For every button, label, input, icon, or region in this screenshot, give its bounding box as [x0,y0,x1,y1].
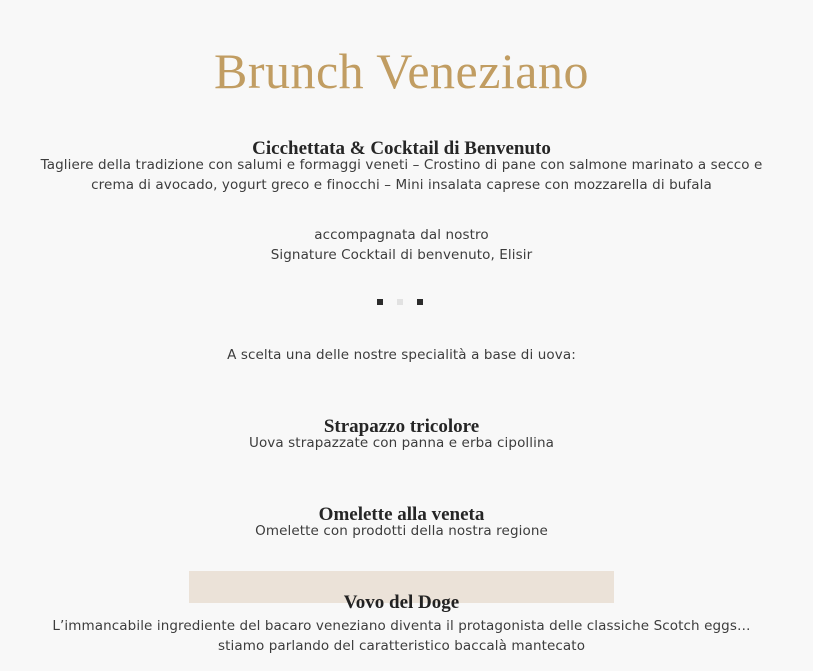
separator-dot [397,299,403,305]
separator-dots [0,299,799,305]
vovo-description-line-1: L’immancabile ingrediente del bacaro veneziano diventa il protagonista delle classiche Scotch eggs… [52,618,751,634]
highlighted-item-box [189,571,614,613]
welcome-description [10,155,793,195]
welcome-description-line-2: crema di avocado, yogurt greco e finocchi – Mini insalata caprese con mozzarella di bufala [91,177,712,193]
separator-dot [377,299,383,305]
welcome-accompaniment [0,225,803,265]
accompaniment-line-2: Signature Cocktail di benvenuto, Elisir [270,247,533,263]
item-description-vovo [10,616,793,656]
welcome-heading: Cicchettata & Cocktail di Benvenuto [252,137,551,159]
welcome-description-line-1: Tagliere della tradizione con salumi e formaggi veneti – Crostino di pane con salmone marinato a secco e [40,157,763,173]
item-description-omelette: Omelette con prodotti della nostra regione [255,523,548,539]
accompaniment-line-1: accompagnata dal nostro [314,227,489,243]
egg-specialties-intro: A scelta una delle nostre specialità a base di uova: [227,347,576,363]
separator-dot [417,299,423,305]
item-heading-omelette: Omelette alla veneta [318,503,485,525]
item-heading-strapazzo: Strapazzo tricolore [323,415,480,437]
item-description-strapazzo: Uova strapazzate con panna e erba cipollina [248,435,555,451]
page-title: Brunch Veneziano [213,42,590,99]
vovo-description-line-2: stiamo parlando del caratteristico baccalà mantecato [217,638,586,654]
item-heading-vovo: Vovo del Doge [343,591,460,613]
